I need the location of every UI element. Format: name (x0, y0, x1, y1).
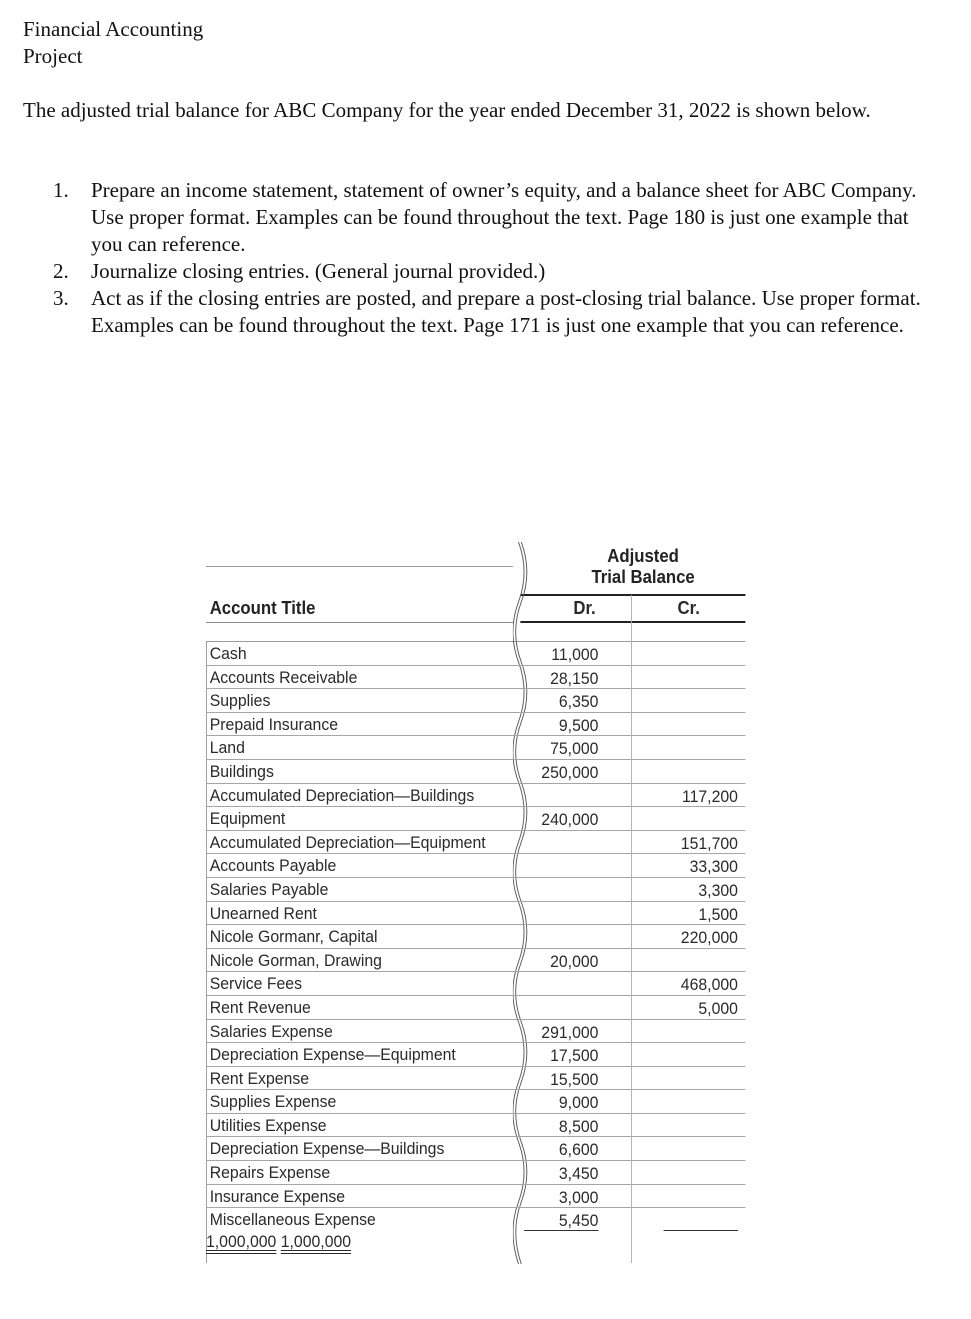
table-header (206, 542, 745, 594)
account-title: Accounts Receivable (209, 667, 358, 687)
task-number: 2. (53, 259, 69, 283)
divider (520, 621, 745, 623)
section-title-line1: Adjusted (607, 546, 679, 566)
account-title: Repairs Expense (209, 1163, 331, 1183)
table-row (206, 1043, 745, 1067)
debit-amount: 15,500 (550, 1069, 599, 1089)
table-row (206, 949, 745, 973)
task-number: 1. (53, 178, 69, 202)
account-title: Accumulated Depreciation—Equipment (209, 832, 486, 852)
account-title: Land (209, 738, 245, 758)
account-title: Supplies (209, 691, 271, 711)
table-row (206, 1185, 745, 1209)
section-title (541, 546, 746, 588)
account-title: Service Fees (209, 974, 302, 994)
account-title: Prepaid Insurance (209, 714, 339, 734)
sum-rule (664, 1230, 738, 1231)
table-row (206, 878, 745, 902)
table-row (206, 1208, 745, 1232)
account-title: Insurance Expense (209, 1186, 346, 1206)
table-row (206, 784, 745, 808)
total-credit: 1,000,000 (280, 1231, 352, 1251)
table-row (206, 902, 745, 926)
debit-amount: 28,150 (550, 668, 599, 688)
debit-amount: 6,350 (558, 692, 599, 712)
account-title: Buildings (209, 761, 274, 781)
account-title: Depreciation Expense—Equipment (209, 1045, 456, 1065)
adjusted-trial-balance-table (206, 542, 738, 1264)
task-list (53, 177, 933, 339)
task-text: Prepare an income statement, statement of owner’s equity, and a balance sheet for ABC Company. Use proper format. Examples can be found throughout the text. Page 180 is just one example that you can reference. (91, 178, 917, 256)
table-row (206, 1161, 745, 1185)
section-title-line2: Trial Balance (591, 567, 695, 587)
table-row (206, 831, 745, 855)
column-headers (206, 595, 745, 623)
table-row (206, 666, 745, 690)
debit-amount: 75,000 (550, 739, 599, 759)
table-row (206, 925, 745, 949)
table-row (206, 736, 745, 760)
task-text: Act as if the closing entries are posted, and prepare a post-closing trial balance. Use proper format. Examples can be found throughout the text. Page 171 is just one example that you can reference. (91, 286, 921, 337)
debit-amount: 6,600 (558, 1140, 599, 1160)
task-item (53, 258, 933, 285)
debit-amount: 5,450 (558, 1211, 599, 1231)
debit-amount: 250,000 (541, 762, 599, 782)
account-title: Nicole Gormanr, Capital (209, 927, 378, 947)
debit-amount: 11,000 (551, 645, 599, 664)
table-row (206, 854, 745, 878)
debit-amount: 3,450 (558, 1164, 599, 1184)
account-title: Utilities Expense (209, 1115, 327, 1135)
debit-amount: 3,000 (558, 1187, 599, 1207)
debit-amount: 240,000 (541, 810, 599, 830)
debit-amount: 9,000 (558, 1093, 599, 1113)
credit-amount: 220,000 (680, 928, 738, 948)
account-title: Salaries Payable (209, 879, 329, 899)
total-debit: 1,000,000 (206, 1231, 277, 1251)
sum-rule (524, 1230, 598, 1231)
table-row (206, 996, 745, 1020)
task-number: 3. (53, 286, 69, 310)
credit-amount: 3,300 (698, 880, 738, 900)
table-row (206, 1090, 745, 1114)
account-title: Rent Expense (209, 1068, 310, 1088)
debit-amount: 8,500 (558, 1116, 599, 1136)
credit-amount: 33,300 (689, 857, 738, 877)
table-row (206, 713, 745, 737)
column-header-credit: Cr. (677, 598, 700, 618)
title-line-project: Project (23, 44, 83, 68)
title-line-course: Financial Accounting (23, 17, 204, 41)
table-row (206, 760, 745, 784)
table-row (206, 972, 745, 996)
debit-amount: 17,500 (550, 1046, 599, 1066)
credit-amount: 151,700 (680, 833, 738, 853)
credit-amount: 1,500 (698, 904, 738, 924)
account-title: Accounts Payable (209, 856, 337, 876)
divider (206, 622, 513, 623)
account-title: Nicole Gorman, Drawing (209, 950, 382, 970)
divider (206, 566, 513, 567)
column-header-debit: Dr. (573, 598, 596, 618)
credit-amount: 468,000 (680, 975, 738, 995)
table-row (206, 1020, 745, 1044)
table-row (206, 1067, 745, 1091)
credit-amount: 5,000 (698, 998, 738, 1018)
task-text: Journalize closing entries. (General journal provided.) (91, 259, 546, 283)
account-title: Accumulated Depreciation—Buildings (209, 785, 475, 805)
debit-amount: 20,000 (550, 951, 599, 971)
account-title: Cash (209, 644, 247, 663)
table-row (206, 807, 745, 831)
debit-amount: 291,000 (541, 1022, 599, 1042)
table-row (206, 1114, 745, 1138)
account-title: Equipment (209, 809, 286, 829)
table-row (206, 1137, 745, 1161)
table-body (206, 642, 745, 1258)
document-title (23, 16, 203, 70)
table-row (206, 642, 745, 666)
account-title: Rent Revenue (209, 997, 311, 1017)
account-title: Miscellaneous Expense (209, 1210, 376, 1230)
debit-amount: 9,500 (558, 715, 599, 735)
account-title: Salaries Expense (209, 1021, 333, 1041)
table-row (206, 689, 745, 713)
account-title: Supplies Expense (209, 1092, 337, 1112)
account-title: Depreciation Expense—Buildings (209, 1139, 445, 1159)
column-header-account: Account Title (209, 598, 316, 618)
task-item (53, 285, 933, 339)
credit-amount: 117,200 (681, 786, 738, 806)
account-title: Unearned Rent (209, 903, 317, 923)
task-item (53, 177, 933, 258)
totals-row (206, 1232, 745, 1258)
intro-paragraph: The adjusted trial balance for ABC Company for the year ended December 31, 2022 is shown below. (23, 98, 871, 122)
